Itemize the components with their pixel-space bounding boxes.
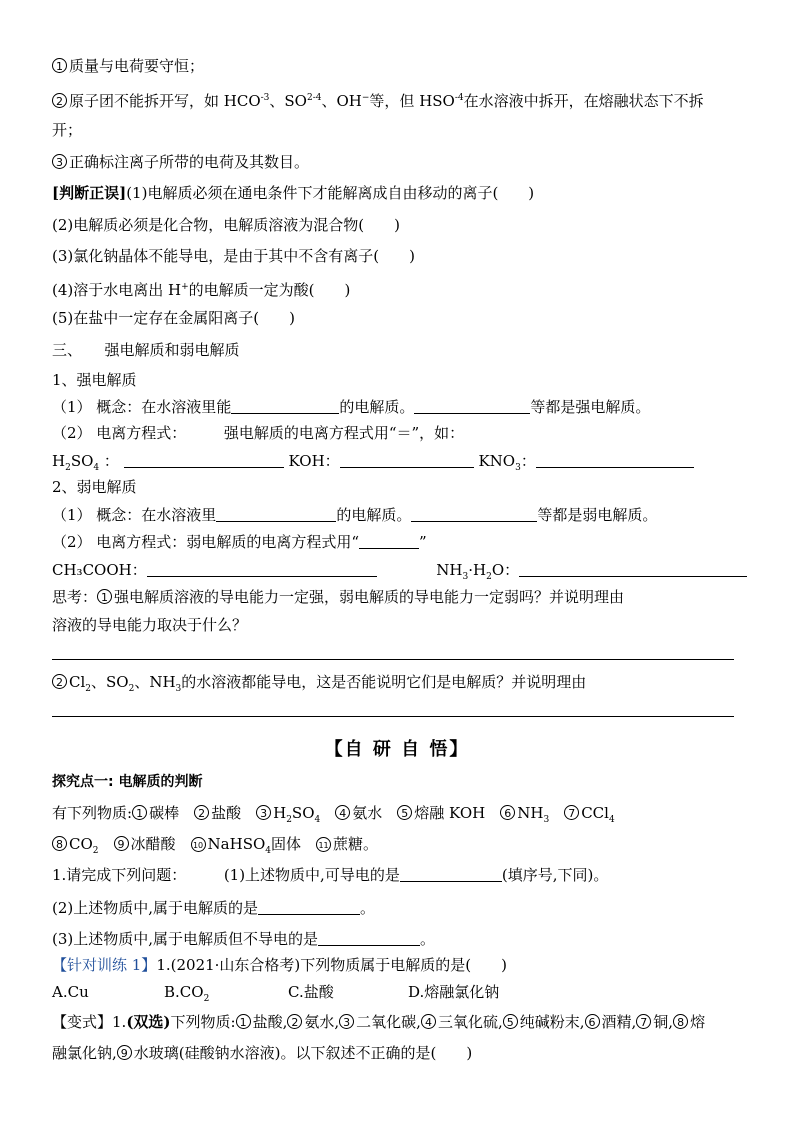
number-circle: 11 (316, 837, 331, 852)
question-1: 1.请完成下列问题： (1)上述物质中,可导电的是 (填序号,下同)。 (52, 866, 609, 884)
topic-heading: 探究点一: 电解质的判断 (52, 774, 203, 790)
training-question: 【针对训练 1】1.(2021·山东合格考)下列物质属于电解质的是( ) (52, 956, 507, 974)
judge-tag: [判断正误] (52, 184, 127, 202)
blank-field[interactable] (231, 398, 339, 414)
weak-heading: 2、弱电解质 (52, 478, 137, 496)
number-circle: 2 (52, 674, 67, 689)
blank-field[interactable] (147, 561, 377, 577)
option-c[interactable]: C.盐酸 (288, 983, 334, 1001)
number-circle: 7 (564, 805, 579, 820)
weak-concept: （1） 概念：在水溶液里 的电解质。 等都是弱电解质。 (52, 506, 658, 524)
option-b[interactable]: $B.CO_2$ (164, 983, 210, 1004)
variant-question: 【变式】1.(双选)下列物质: 1 盐酸, 2 氨水, 3 二氧化碳, 4 三氧化硫, 5 纯碱粉末, 6 酒精, 7 铜, 8 熔 (52, 1013, 706, 1031)
strong-heading: 1、强电解质 (52, 371, 137, 389)
section-title: 【自 研 自 悟】 (324, 739, 470, 760)
number-circle: 8 (673, 1014, 688, 1029)
blank-field[interactable] (340, 452, 474, 468)
question-3: (3)上述物质中,属于电解质但不导电的是 。 (52, 930, 436, 948)
rule-2: 2 原子团不能拆开写，如 $HCO^{-3}$、SO$^{2-4}$、OH−等，但 $HSO^{-4}$在水溶液中拆开，在熔融状态下不拆 (52, 88, 704, 111)
training-tag: 【针对训练 1】 (52, 956, 157, 974)
number-circle: 10 (191, 837, 206, 852)
section-heading: 三、 强电解质和弱电解质 (52, 341, 240, 359)
think-q2: 2 $Cl_2$、$SO_2$、$NH_3$的水溶液都能导电，这是否能说明它们是电解质？并说明理由 (52, 672, 586, 699)
number-circle: 1 (97, 589, 112, 604)
blank-field[interactable] (519, 561, 747, 577)
number-circle: 1 (236, 1014, 251, 1029)
think-q1: 思考： 1 强电解质溶液的导电能力一定强，弱电解质的导电能力一定弱吗？并说明理由 (52, 588, 625, 606)
strong-concept: （1） 概念：在水溶液里能 的电解质。 等都是强电解质。 (52, 398, 651, 416)
number-circle: 3 (52, 154, 67, 169)
blank-field[interactable] (411, 506, 537, 522)
number-circle: 5 (503, 1014, 518, 1029)
blank-field[interactable] (414, 398, 530, 414)
blank-field[interactable] (216, 506, 336, 522)
judge-q2: (2)电解质必须是化合物，电解质溶液为混合物( ) (52, 216, 400, 234)
answer-line[interactable] (52, 716, 734, 717)
number-circle: 5 (397, 805, 412, 820)
blank-field[interactable] (400, 866, 502, 882)
number-circle: 2 (194, 805, 209, 820)
number-circle: 3 (339, 1014, 354, 1029)
weak-equations: CH₃COOH： $NH_3\cdot H_2O$： (52, 560, 747, 587)
number-circle: 2 (287, 1014, 302, 1029)
judge-q1: [判断正误](1)电解质必须在通电条件下才能解离成自由移动的离子( ) (52, 184, 535, 202)
number-circle: 1 (132, 805, 147, 820)
judge-q3: (3)氯化钠晶体不能导电，是由于其中不含有离子( ) (52, 247, 415, 265)
substance-list-2: 8 $CO_2$ 9 冰醋酸 10 NaHSO$_4$固体 11 蔗糖。 (52, 834, 378, 861)
judge-q4: (4)溶于水电离出 H+的电解质一定为酸( ) (52, 281, 351, 299)
number-circle: 1 (52, 58, 67, 73)
weak-equation-intro: （2） 电离方程式：弱电解质的电离方程式用“ ” (52, 533, 427, 551)
question-2: (2)上述物质中,属于电解质的是 。 (52, 899, 376, 917)
blank-field[interactable] (258, 899, 360, 915)
option-a[interactable]: A.Cu (52, 983, 89, 1001)
strong-equations: $H_2SO_4$ ： KOH： $KNO_3$： (52, 451, 694, 478)
number-circle: 2 (52, 93, 67, 108)
substance-list-1: 有下列物质: 1 碳棒 2 盐酸 3 $H_2SO_4$ 4 氨水 5 熔融 KOH 6 $NH_3$ 7 CCl$_4$ (52, 804, 615, 825)
rule-1: 1 质量与电荷要守恒； (52, 56, 204, 76)
number-circle: 6 (500, 805, 515, 820)
number-circle: 8 (52, 836, 67, 851)
judge-q5: (5)在盐中一定存在金属阳离子( ) (52, 309, 295, 327)
answer-line[interactable] (52, 659, 734, 660)
number-circle: 3 (256, 805, 271, 820)
think-q1-cont: 溶液的导电能力取决于什么？ (52, 616, 248, 634)
blank-field[interactable] (318, 930, 420, 946)
number-circle: 4 (335, 805, 350, 820)
rule-3: 3 正确标注离子所带的电荷及其数目。 (52, 152, 309, 172)
blank-field[interactable] (124, 452, 284, 468)
number-circle: 6 (585, 1014, 600, 1029)
number-circle: 7 (636, 1014, 651, 1029)
strong-equation-intro: （2） 电离方程式： 强电解质的电离方程式用“＝”，如： (52, 424, 465, 442)
blank-field[interactable] (359, 533, 419, 549)
number-circle: 4 (421, 1014, 436, 1029)
blank-field[interactable] (536, 452, 694, 468)
number-circle: 9 (117, 1045, 132, 1060)
rule-2-cont: 开； (52, 121, 83, 139)
number-circle: 9 (114, 836, 129, 851)
option-d[interactable]: D.熔融氯化钠 (408, 983, 500, 1001)
variant-question-cont: 融氯化钠, 9 水玻璃(硅酸钠水溶液)。以下叙述不正确的是( ) (52, 1044, 473, 1062)
